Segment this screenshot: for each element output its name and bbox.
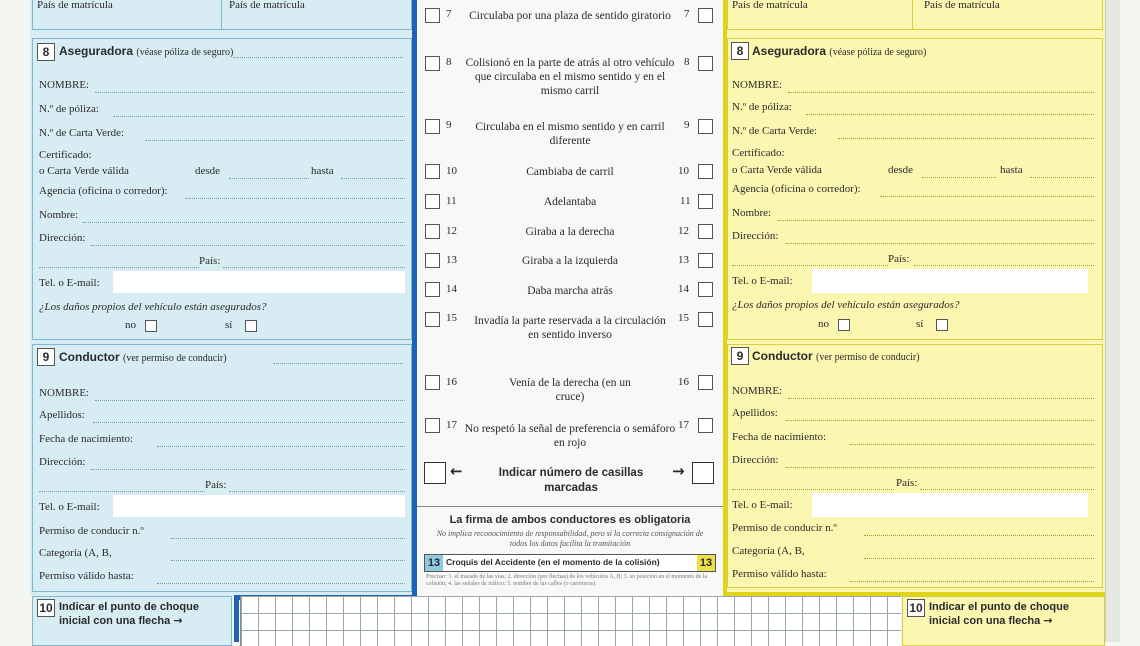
valid-until-field[interactable] [1030, 177, 1094, 178]
circumstance-b-checkbox[interactable] [698, 56, 713, 71]
arrow-left-icon: ← [450, 462, 463, 480]
circumstance-number: 16 [446, 376, 457, 388]
driver-address-field[interactable] [786, 467, 1094, 468]
birth-date-field[interactable] [850, 444, 1094, 445]
circumstance-text: Daba marcha atrás [527, 285, 613, 297]
section-number: 8 [37, 43, 55, 61]
phone-email-field[interactable] [812, 269, 1088, 293]
section-number: 9 [37, 348, 55, 366]
circumstance-number: 11 [446, 195, 457, 207]
damage-insured-yes-checkbox[interactable] [245, 320, 257, 332]
agency-label: Agencia (oficina o corredor): [39, 185, 168, 197]
arrow-right-icon: → [1043, 614, 1053, 627]
circumstance-text: Venía de la derecha (en un cruce) [509, 377, 631, 403]
category-label: Categoría (A, B, [39, 547, 112, 559]
croquis-title: Croquis del Accidente (en el momento de la colisión) [446, 557, 660, 567]
driver-address-field-2[interactable] [732, 489, 894, 490]
vehicle-a-impact-section [32, 596, 232, 646]
circumstance-b-checkbox[interactable] [698, 119, 713, 134]
driver-country-field[interactable] [229, 491, 405, 492]
circumstance-number: 16 [678, 376, 689, 388]
birth-date-label: Fecha de nacimiento: [732, 431, 827, 443]
circumstance-a-checkbox[interactable] [425, 56, 440, 71]
arrow-right-icon: → [672, 462, 685, 480]
circumstance-a-checkbox[interactable] [425, 282, 440, 297]
category-field[interactable] [864, 558, 1094, 559]
circumstance-number: 9 [684, 119, 690, 131]
circumstance-b-checkbox[interactable] [698, 375, 713, 390]
circumstance-number: 7 [684, 8, 690, 20]
circumstance-number: 17 [678, 419, 689, 431]
license-valid-field[interactable] [157, 583, 405, 584]
from-label: desde [195, 165, 221, 177]
from-label: desde [888, 164, 914, 176]
circumstance-a-checkbox[interactable] [425, 375, 440, 390]
driver-country-label: País: [205, 479, 227, 491]
license-number-field[interactable] [864, 535, 1094, 536]
circumstance-number: 15 [678, 312, 689, 324]
agency-name-field[interactable] [83, 222, 405, 223]
section-number: 10 [907, 599, 925, 617]
no-label: no [818, 318, 829, 330]
certificate-label: Certificado: [39, 149, 92, 161]
phone-email-label: Tel. o E-mail: [732, 275, 793, 287]
circumstance-number: 8 [446, 56, 452, 68]
registration-country-label: País de matrícula [37, 0, 113, 11]
vehicle-a-driver-section [32, 344, 412, 592]
until-label: hasta [1000, 164, 1023, 176]
fine-print-margin [1105, 0, 1120, 642]
vehicle-b-insurer-section [727, 38, 1103, 340]
circumstance-a-checkbox[interactable] [425, 119, 440, 134]
policy-number-label: N.º de póliza: [732, 101, 792, 113]
circumstance-a-checkbox[interactable] [425, 194, 440, 209]
circumstance-number: 10 [678, 165, 689, 177]
green-card-label: N.º de Carta Verde: [732, 125, 818, 137]
circumstance-a-checkbox[interactable] [425, 253, 440, 268]
address-label: Dirección: [39, 232, 86, 244]
vehicle-b-driver-section [727, 344, 1103, 588]
circumstance-number: 12 [678, 225, 689, 237]
driver-phone-label: Tel. o E-mail: [39, 501, 100, 513]
circumstance-text: No respetó la señal de preferencia o semáforo en rojo [464, 423, 676, 449]
circumstance-a-checkbox[interactable] [425, 312, 440, 327]
policy-number-field[interactable] [806, 114, 1094, 115]
insurer-title: Aseguradora (véase póliza de seguro) [59, 44, 234, 58]
green-card-field[interactable] [838, 138, 1094, 139]
circumstance-b-checkbox[interactable] [698, 282, 713, 297]
driver-country-label: País: [896, 477, 918, 489]
arrow-right-icon: → [173, 614, 183, 627]
yes-label: sí [916, 318, 924, 330]
circumstance-text: Cambiaba de carril [526, 166, 614, 178]
croquis-note: Precisar: 1. el trazado de las vías; 2. dirección (por flechas) de los vehículos A, B; 3. su posición en el momento de la colisión; 4. las señales de tráfico; 5. nombre de las calles (o carreteras). [426, 574, 708, 587]
agency-label: Agencia (oficina o corredor): [732, 183, 861, 195]
circumstance-a-checkbox[interactable] [425, 164, 440, 179]
valid-until-field[interactable] [341, 178, 405, 179]
driver-title: Conductor (ver permiso de conducir) [59, 350, 227, 364]
damage-insured-no-checkbox[interactable] [145, 320, 157, 332]
driver-address-label: Dirección: [39, 456, 86, 468]
surname-field[interactable] [786, 420, 1094, 421]
category-field[interactable] [171, 560, 405, 561]
valid-from-field[interactable] [922, 177, 996, 178]
license-valid-field[interactable] [850, 581, 1094, 582]
divider [912, 0, 913, 29]
circumstance-b-checkbox[interactable] [698, 224, 713, 239]
registration-country-label-2: País de matrícula [924, 0, 1000, 11]
signature-required-title: La firma de ambos conductores es obligatoria [449, 514, 691, 526]
address-field-2[interactable] [732, 265, 888, 266]
impact-instructions: Indicar el punto de choque inicial con una flecha → [929, 601, 1069, 627]
address-field[interactable] [786, 243, 1094, 244]
circumstance-b-checkbox[interactable] [698, 8, 713, 23]
valid-from-field[interactable] [229, 178, 309, 179]
circumstance-b-checkbox[interactable] [698, 418, 713, 433]
driver-name-field[interactable] [95, 400, 405, 401]
circumstance-a-checkbox[interactable] [425, 224, 440, 239]
insurer-name-label: NOMBRE: [39, 79, 90, 91]
marked-count-b-box[interactable] [692, 462, 714, 484]
green-card-label: N.º de Carta Verde: [39, 127, 125, 139]
damage-insured-yes-checkbox[interactable] [936, 319, 948, 331]
circumstance-number: 10 [446, 165, 457, 177]
driver-phone-field[interactable] [812, 493, 1088, 517]
section-number: 9 [731, 347, 749, 365]
yes-label: sí [225, 319, 233, 331]
agency-name-field[interactable] [778, 220, 1094, 221]
signature-note: No implica reconocimiento de responsabilidad, pero sí la correcta consignación de todos los datos facilita la tramitación [436, 529, 704, 548]
circumstance-number: 12 [446, 225, 457, 237]
circumstance-text: Giraba a la derecha [525, 226, 615, 238]
country-field[interactable] [914, 265, 1094, 266]
driver-address-field-2[interactable] [39, 491, 205, 492]
circumstance-text: Invadía la parte reservada a la circulación en sentido inverso [474, 315, 666, 341]
vehicle-a-registration-strip [32, 0, 412, 30]
license-valid-label: Permiso válido hasta: [39, 570, 134, 582]
circumstance-number: 11 [680, 195, 691, 207]
country-field[interactable] [223, 267, 405, 268]
damage-insured-question: ¿Los daños propios del vehículo están asegurados? [732, 299, 960, 311]
vehicle-b-registration-strip [727, 0, 1103, 30]
agency-field[interactable] [185, 198, 405, 199]
birth-date-field[interactable] [157, 446, 405, 447]
circumstance-b-checkbox[interactable] [698, 164, 713, 179]
circumstance-b-checkbox[interactable] [698, 194, 713, 209]
divider [221, 0, 222, 29]
driver-phone-label: Tel. o E-mail: [732, 499, 793, 511]
no-label: no [125, 319, 136, 331]
birth-date-label: Fecha de nacimiento: [39, 433, 134, 445]
circumstance-number: 8 [684, 56, 690, 68]
damage-insured-no-checkbox[interactable] [838, 319, 850, 331]
impact-instructions: Indicar el punto de choque inicial con una flecha → [59, 601, 199, 627]
title-line [273, 363, 403, 364]
country-label: País: [888, 253, 910, 265]
phone-email-field[interactable] [113, 271, 405, 293]
green-card-valid-label: o Carta Verde válida [39, 165, 129, 177]
title-line [233, 57, 403, 58]
license-number-field[interactable] [171, 538, 405, 539]
circumstance-number: 13 [446, 254, 457, 266]
policy-number-label: N.º de póliza: [39, 103, 99, 115]
croquis-number-b: 13 [697, 555, 715, 571]
circumstance-number: 15 [446, 312, 457, 324]
circumstance-text: Circulaba en el mismo sentido y en carril diferente [475, 121, 665, 147]
phone-email-label: Tel. o E-mail: [39, 277, 100, 289]
circumstance-number: 14 [446, 283, 457, 295]
agency-name-label: Nombre: [39, 209, 79, 221]
vehicle-b-impact-section [902, 596, 1105, 646]
driver-title: Conductor (ver permiso de conducir) [752, 349, 920, 363]
vehicle-a-insurer-section [32, 38, 412, 340]
circumstance-b-checkbox[interactable] [698, 312, 713, 327]
surname-field[interactable] [93, 422, 405, 423]
driver-country-field[interactable] [920, 489, 1094, 490]
license-valid-label: Permiso válido hasta: [732, 568, 827, 580]
circumstance-a-checkbox[interactable] [425, 8, 440, 23]
vehicle-a-border-lower [234, 595, 239, 642]
circumstance-a-checkbox[interactable] [425, 418, 440, 433]
croquis-number-a: 13 [425, 555, 443, 571]
circumstance-number: 9 [446, 119, 452, 131]
registration-country-label-2: País de matrícula [229, 0, 305, 11]
damage-insured-question: ¿Los daños propios del vehículo están asegurados? [39, 301, 267, 313]
green-card-valid-label: o Carta Verde válida [732, 164, 822, 176]
driver-name-label: NOMBRE: [732, 385, 783, 397]
section-number: 8 [731, 42, 749, 60]
insurer-name-field[interactable] [95, 92, 405, 93]
divider [417, 506, 723, 507]
registration-country-label: País de matrícula [732, 0, 808, 11]
insurer-name-field[interactable] [788, 92, 1094, 93]
driver-address-label: Dirección: [732, 454, 779, 466]
green-card-field[interactable] [145, 140, 405, 141]
address-label: Dirección: [732, 230, 779, 242]
policy-number-field[interactable] [113, 116, 405, 117]
circumstance-text: Colisionó en la parte de atrás al otro vehículo que circulaba en el mismo sentido y en el mismo carril [465, 57, 675, 97]
address-field-2[interactable] [39, 267, 199, 268]
circumstance-text: Adelantaba [543, 196, 597, 208]
section-number: 10 [37, 599, 55, 617]
address-field[interactable] [91, 245, 405, 246]
agency-name-label: Nombre: [732, 207, 772, 219]
license-number-label: Permiso de conducir n.º [732, 522, 837, 534]
agency-field[interactable] [880, 196, 1094, 197]
category-label: Categoría (A, B, [732, 545, 805, 557]
surname-label: Apellidos: [732, 407, 778, 419]
circumstance-number: 14 [678, 283, 689, 295]
circumstance-number: 7 [446, 8, 452, 20]
insurer-title: Aseguradora (véase póliza de seguro) [752, 44, 927, 58]
circumstance-text: Circulaba por una plaza de sentido giratorio [469, 10, 671, 22]
accident-sketch-grid[interactable] [240, 596, 901, 646]
circumstance-text: Giraba a la izquierda [521, 255, 619, 267]
driver-name-label: NOMBRE: [39, 387, 90, 399]
driver-address-field[interactable] [91, 469, 405, 470]
certificate-label: Certificado: [732, 147, 785, 159]
until-label: hasta [311, 165, 334, 177]
marked-count-a-box[interactable] [424, 462, 446, 484]
circumstance-number: 17 [446, 419, 457, 431]
country-label: País: [199, 255, 221, 267]
driver-name-field[interactable] [788, 398, 1094, 399]
marked-count-label: Indicar número de casillas marcadas [498, 467, 644, 494]
surname-label: Apellidos: [39, 409, 85, 421]
driver-phone-field[interactable] [113, 495, 405, 517]
circumstance-b-checkbox[interactable] [698, 253, 713, 268]
circumstance-number: 13 [678, 254, 689, 266]
insurer-name-label: NOMBRE: [732, 79, 783, 91]
license-number-label: Permiso de conducir n.º [39, 525, 144, 537]
